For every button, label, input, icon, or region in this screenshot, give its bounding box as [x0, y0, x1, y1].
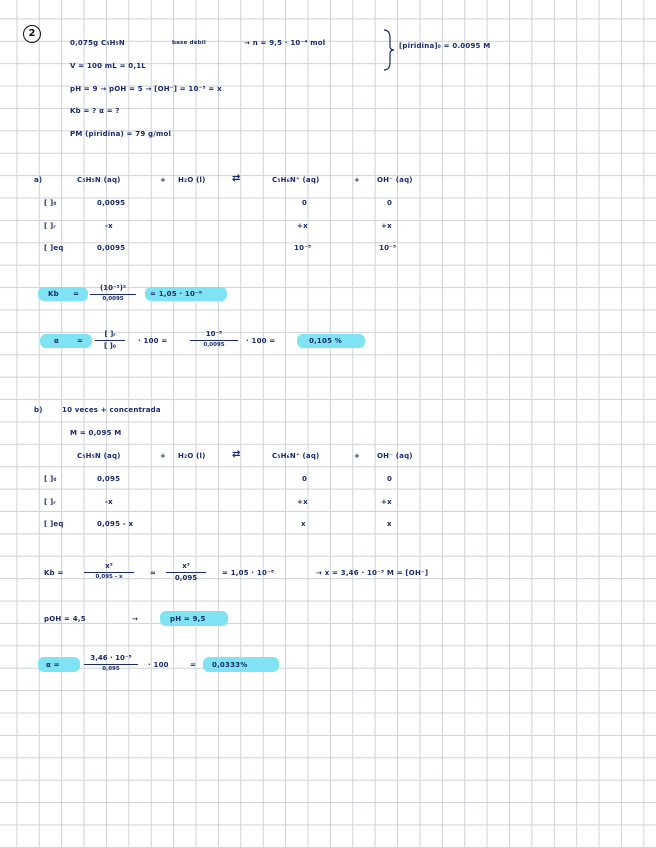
- given-unknowns: Kb = ? α = ?: [70, 107, 120, 115]
- b-kb-num1: x²: [105, 562, 113, 570]
- b-kb-den1: 0,095 - x: [95, 574, 123, 580]
- b-row-initial-value: 0,095: [97, 475, 121, 483]
- a-kb-highlight-left: [38, 287, 88, 301]
- b-eq-water: H₂O (l): [178, 452, 206, 460]
- a-alpha-den1: [ ]₀: [104, 342, 116, 350]
- b-alpha-den: 0,095: [102, 666, 120, 672]
- a-alpha-den2: 0,0095: [203, 342, 225, 348]
- b-kb-den2: 0,095: [174, 574, 198, 582]
- a-row-initial-p2: 0: [387, 199, 393, 207]
- a-row-initial-p1: 0: [302, 199, 308, 207]
- given-volume: V = 100 mL = 0,1L: [70, 62, 146, 70]
- b-row-eq-p1: x: [301, 520, 306, 528]
- b-row-eq-label: [ ]eq: [44, 520, 64, 528]
- b-kb-value: = 1,05 · 10⁻⁸: [222, 569, 275, 577]
- a-row-initial-value: 0,0095: [97, 199, 126, 207]
- a-alpha-highlight-left: [40, 334, 92, 348]
- fraction-bar: [190, 340, 238, 341]
- b-eq-reactant: C₅H₅N (aq): [77, 452, 121, 460]
- curly-brace: [382, 28, 396, 72]
- a-kb-fraction: [90, 284, 136, 303]
- a-row-change-p1: +x: [297, 222, 308, 230]
- b-kb-label: Kb =: [44, 569, 64, 577]
- b-alpha-num: 3,46 · 10⁻⁵: [90, 654, 132, 662]
- b-row-change-value: -x: [105, 498, 113, 506]
- b-kb-num2: x²: [182, 562, 190, 570]
- b-eq-arrow: ⇄: [232, 449, 241, 460]
- b-alpha-equals: =: [190, 661, 197, 669]
- a-alpha-num2: 10⁻⁵: [205, 330, 223, 338]
- b-alpha-fraction: [84, 654, 138, 673]
- b-row-change-label: [ ]ᵣ: [44, 498, 56, 506]
- b-kb-fraction2: [166, 562, 206, 583]
- a-alpha-result: 0,105 %: [309, 337, 342, 345]
- a-row-initial-label: [ ]₀: [44, 199, 57, 207]
- b-alpha-result: 0,0333%: [212, 661, 248, 669]
- b-poh: pOH = 4,5: [44, 615, 86, 623]
- fraction-bar: [166, 572, 206, 573]
- b-kb-result: → x = 3,46 · 10⁻⁵ M = [OH⁻]: [316, 569, 429, 577]
- a-eq-product: C₅H₆N⁺ (aq): [272, 176, 320, 184]
- initial-concentration: [piridina]₀ = 0.0095 M: [399, 42, 491, 50]
- b-eq-hydroxide: OH⁻ (aq): [377, 452, 413, 460]
- fraction-bar: [95, 340, 125, 341]
- a-eq-hydroxide: OH⁻ (aq): [377, 176, 413, 184]
- a-eq-plus2: +: [354, 176, 361, 184]
- b-alpha-mult: · 100: [148, 661, 169, 669]
- a-kb-result: = 1,05 · 10⁻⁸: [150, 290, 203, 298]
- a-row-eq-label: [ ]eq: [44, 244, 64, 252]
- b-kb-fraction1: [84, 562, 134, 581]
- a-alpha-label: α: [54, 337, 60, 345]
- a-alpha-num1: [ ]ᵣ: [104, 330, 116, 338]
- a-eq-plus1: +: [160, 176, 167, 184]
- b-poh-arrow: →: [132, 615, 139, 623]
- b-row-initial-p2: 0: [387, 475, 393, 483]
- b-row-initial-label: [ ]₀: [44, 475, 57, 483]
- b-alpha-label: α =: [46, 661, 60, 669]
- given-base-type: base débil: [172, 40, 206, 46]
- a-alpha-mult2: · 100 =: [246, 337, 276, 345]
- b-row-eq-value: 0,095 - x: [97, 520, 134, 528]
- b-row-change-p2: +x: [381, 498, 392, 506]
- a-row-change-value: -x: [105, 222, 113, 230]
- fraction-bar: [84, 572, 134, 573]
- a-row-eq-p2: 10⁻⁵: [379, 244, 397, 252]
- a-eq-arrow: ⇄: [232, 173, 241, 184]
- b-eq-plus2: +: [354, 452, 361, 460]
- a-alpha-fraction2: [190, 330, 238, 349]
- a-row-eq-value: 0,0095: [97, 244, 126, 252]
- a-kb-equals: =: [73, 290, 80, 298]
- a-eq-water: H₂O (l): [178, 176, 206, 184]
- b-row-initial-p1: 0: [302, 475, 308, 483]
- b-row-eq-p2: x: [387, 520, 392, 528]
- b-eq-plus1: +: [160, 452, 167, 460]
- a-row-change-label: [ ]ᵣ: [44, 222, 56, 230]
- given-moles: → n = 9,5 · 10⁻⁴ mol: [244, 39, 326, 47]
- b-row-change-p1: +x: [297, 498, 308, 506]
- a-row-change-p2: +x: [381, 222, 392, 230]
- problem-number: 2: [23, 25, 41, 43]
- a-alpha-fraction1: [95, 330, 125, 351]
- a-alpha-equals: =: [77, 337, 84, 345]
- b-heading: 10 veces + concentrada: [62, 406, 161, 414]
- a-eq-reactant: C₅H₅N (aq): [77, 176, 121, 184]
- b-kb-approx: ≈: [150, 569, 157, 577]
- given-molar-mass: PM (piridina) = 79 g/mol: [70, 130, 172, 138]
- given-ph: pH = 9 → pOH = 5 → [OH⁻] = 10⁻⁵ = x: [70, 85, 222, 93]
- part-a-label: a): [34, 176, 43, 184]
- b-eq-product: C₅H₆N⁺ (aq): [272, 452, 320, 460]
- a-alpha-mult1: · 100 =: [138, 337, 168, 345]
- a-kb-numerator: (10⁻⁵)²: [100, 284, 126, 292]
- a-row-eq-p1: 10⁻⁵: [294, 244, 312, 252]
- a-kb-denominator: 0,0095: [102, 296, 124, 302]
- b-molarity: M = 0,095 M: [70, 429, 122, 437]
- fraction-bar: [90, 294, 136, 295]
- a-kb-label: Kb: [48, 290, 59, 298]
- given-mass: 0,075g C₅H₅N: [70, 39, 125, 47]
- fraction-bar: [84, 664, 138, 665]
- part-b-label: b): [34, 406, 43, 414]
- b-ph-result: pH = 9,5: [170, 615, 206, 623]
